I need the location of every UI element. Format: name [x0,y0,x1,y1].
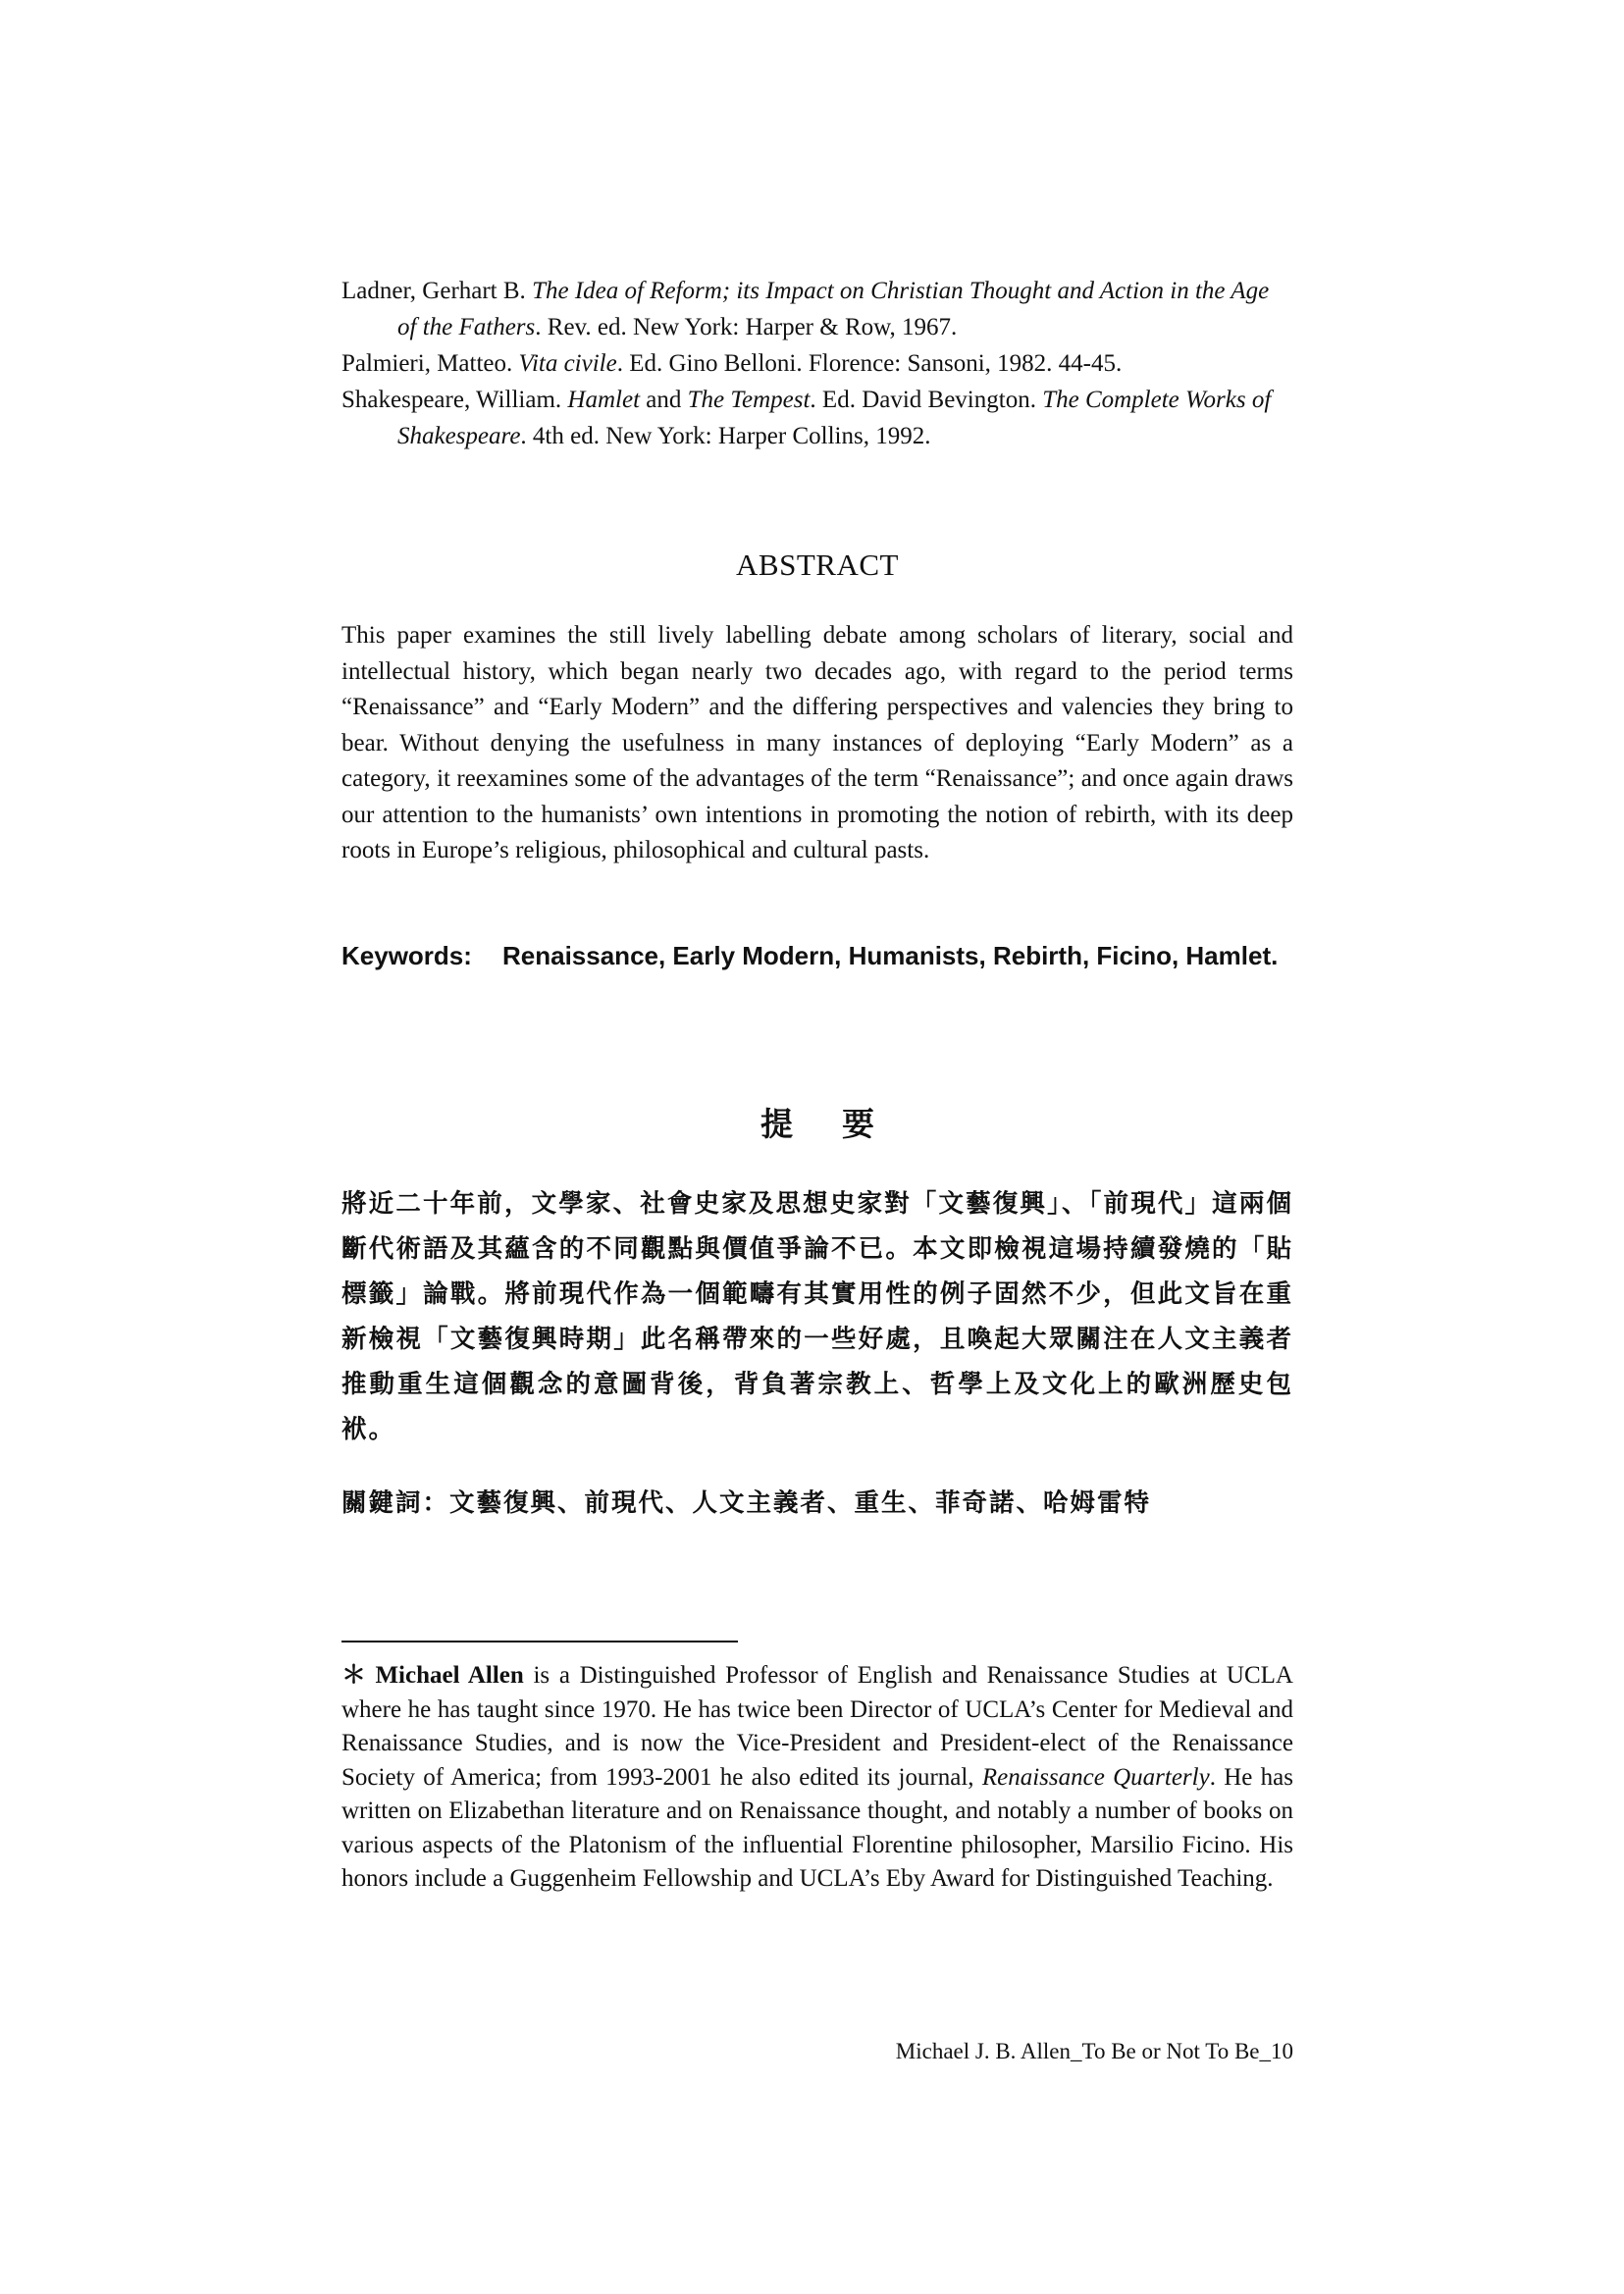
references-list [341,273,1293,454]
author-name: Michael Allen [375,1662,524,1689]
reference-author: Ladner, Gerhart B. [341,278,533,304]
keywords-label: Keywords: [341,941,472,970]
footnote-marker: ＊ [341,1660,370,1689]
chinese-abstract-heading: 提要 [760,1105,923,1143]
chinese-keywords: 關鍵詞：文藝復興、前現代、人文主義者、重生、菲奇諾、哈姆雷特 [341,1488,1152,1518]
journal-title: Renaissance Quarterly [981,1763,1210,1791]
reference-title: Hamlet [567,387,641,413]
footnote-text: is a Distinguished Professor of English and Renaissance Studies at UCLA where he has taught since 1970. He has twice been Director of UCLA’s Center for Medieval and Renaissance Studies, and is now the Vice-President and President-elect of the Renaissance Society of America; from 1993-2001 he also edited its journal, [341,1662,1293,1791]
footnote-text: . He has written on Elizabethan literature and on Renaissance thought, and notably a number of books on various aspects of the Platonism of the influential Florentine philosopher, Marsilio Ficino. His honors include a Guggenheim Fellowship and UCLA’s Eby Award for Distinguished Teaching. [341,1763,1293,1892]
abstract-heading: ABSTRACT [736,547,899,582]
footnote-divider [341,1641,738,1642]
abstract-body: This paper examines the still lively labelling debate among scholars of literary, social and intellectual history, which began nearly two decades ago, with regard to the period terms “Renaissance” and “Early Modern” and the differing perspectives and valencies they bring to bear. Without denying the usefulness in many instances of deploying “Early Modern” as a category, it reexamines some of the advantages of the term “Renaissance”; and once again draws our attention to the humanists’ own intentions in promoting the notion of rebirth, with its deep roots in Europe’s religious, philosophical and cultural pasts. [341,622,1293,863]
reference-publication: . Rev. ed. New York: Harper & Row, 1967. [535,314,958,340]
reference-publication: . 4th ed. New York: Harper Collins, 1992. [520,423,931,449]
reference-entry [341,273,1293,345]
reference-editor: . Ed. David Bevington. [810,387,1043,413]
author-footnote [341,1658,1293,1897]
reference-title: The Tempest [687,387,811,413]
keywords-block [341,938,1293,973]
reference-title: The Idea of Reform; its Impact on Christian Thought and Action in the Age of the Fathers [397,278,1270,340]
keywords-list: Renaissance, Early Modern, Humanists, Rebirth, Ficino, Hamlet. [502,941,1279,970]
reference-author: Palmieri, Matteo. [341,350,519,377]
reference-entry [341,345,1293,382]
chinese-abstract-body: 將近二十年前，文學家、社會史家及思想史家對「文藝復興」、「前現代」這兩個斷代術語及其蘊含的不同觀點與價值爭論不已。本文即檢視這場持續發燒的「貼標籤」論戰。將前現代作為一個範疇有其實用性的例子固然不少，但此文旨在重新檢視「文藝復興時期」此名稱帶來的一些好處，且喚起大眾關注在人文主義者推動重生這個觀念的意圖背後，背負著宗教上、哲學上及文化上的歐洲歷史包袱。 [341,1189,1293,1444]
reference-author: Shakespeare, William. [341,387,568,413]
reference-connector: and [640,387,688,413]
reference-title: Vita civile [518,350,617,377]
reference-title: The Complete Works of Shakespeare [397,387,1272,449]
reference-entry [341,382,1293,454]
reference-publication: . Ed. Gino Belloni. Florence: Sansoni, 1982. 44-45. [616,350,1123,377]
running-footer: Michael J. B. Allen_To Be or Not To Be_10 [895,2039,1293,2063]
